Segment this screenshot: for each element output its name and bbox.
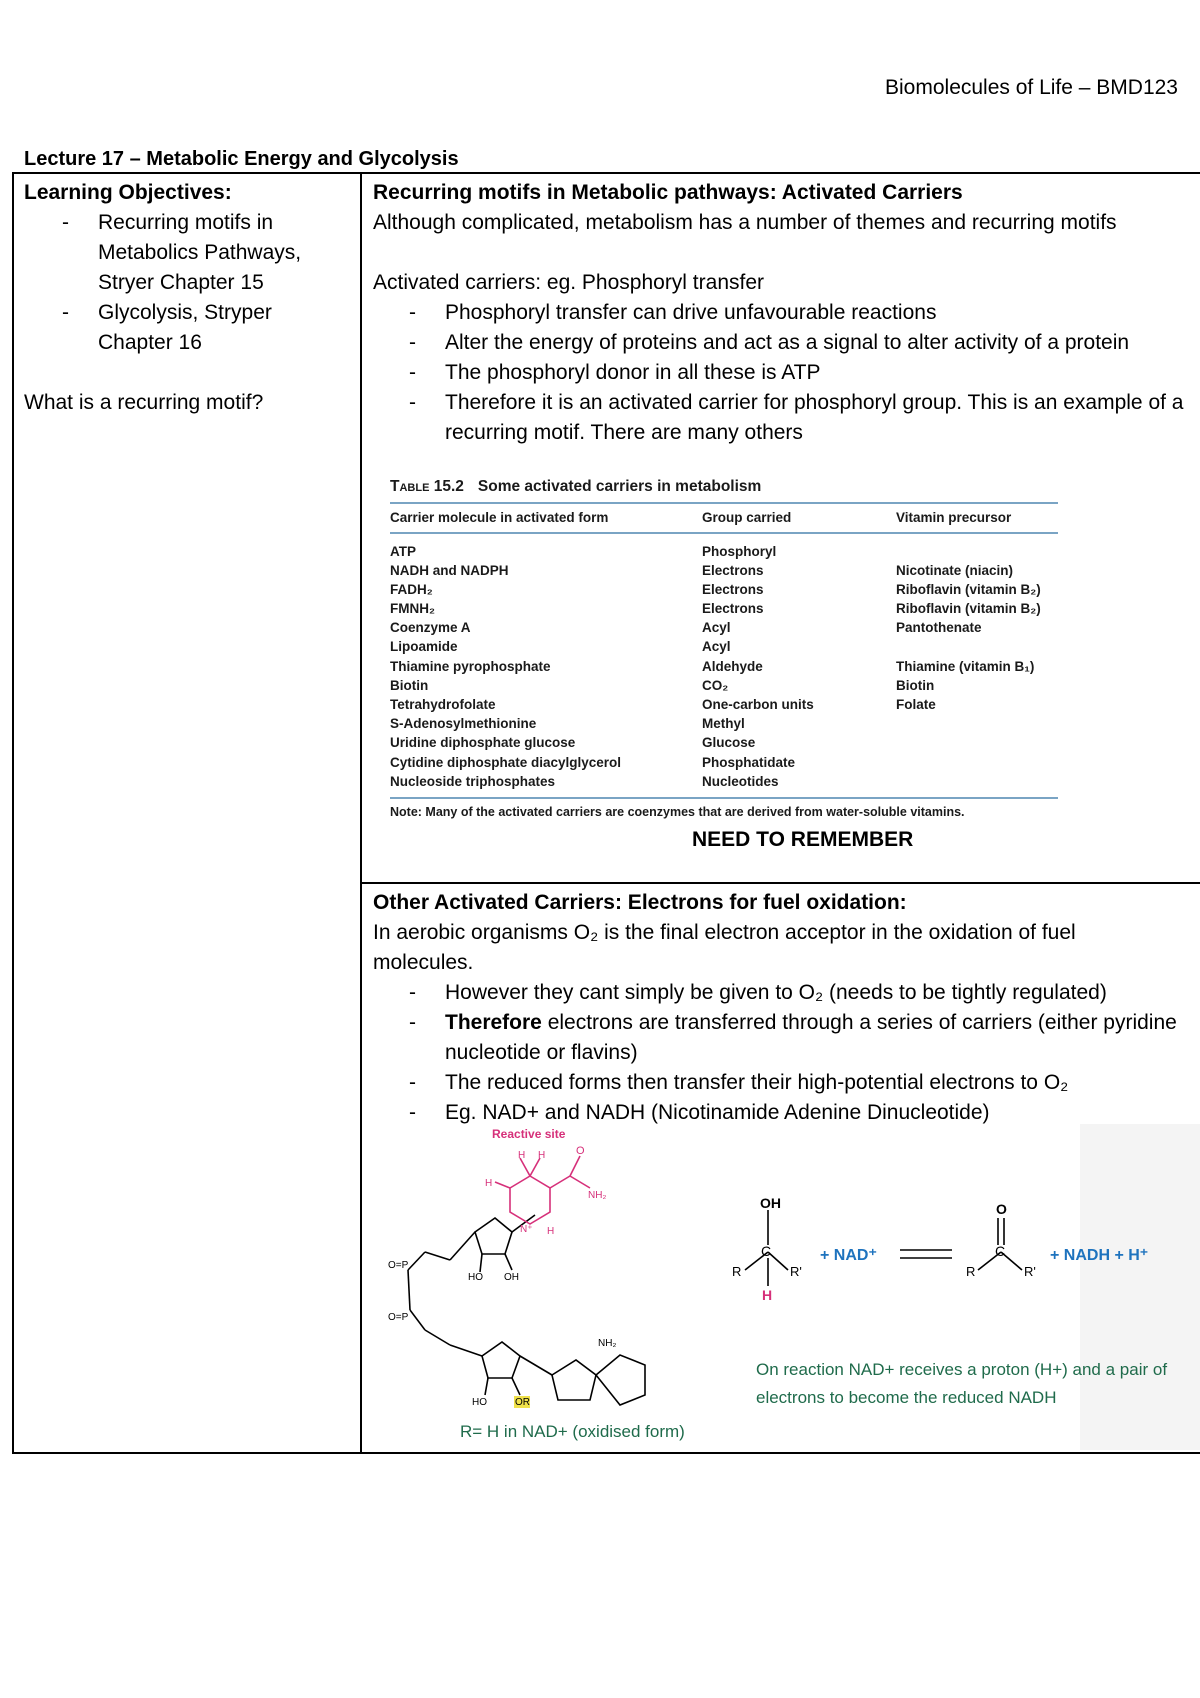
table-cell: Phosphoryl	[702, 543, 777, 559]
bullet-item: - However they cant simply be given to O₂ (needs to be tightly regulated)	[373, 978, 1193, 1008]
table-header-cell: Carrier molecule in activated form	[390, 510, 609, 525]
bullet-item: - The phosphoryl donor in all these is ATP	[373, 358, 1193, 388]
table-cell: Methyl	[702, 716, 745, 732]
section2-intro: In aerobic organisms O₂ is the final electron acceptor in the oxidation of fuel molecules.	[373, 921, 1076, 974]
table-cell: Uridine diphosphate glucose	[390, 735, 576, 751]
ribose-ring-bottom	[482, 1342, 520, 1378]
activated-carriers-table	[390, 478, 1058, 819]
row-divider	[360, 882, 1200, 884]
table-cell: Cytidine diphosphate diacylglycerol	[390, 754, 622, 770]
table-cell: Riboflavin (vitamin B₂)	[896, 581, 1041, 597]
h-label: H	[538, 1150, 546, 1161]
reactive-site-ring	[495, 1156, 590, 1224]
table-cell	[896, 753, 1058, 772]
table-cell	[896, 714, 1058, 733]
table-cell: Biotin	[896, 677, 935, 693]
table-cell: Lipoamide	[390, 639, 458, 655]
oh-label: OH	[760, 1195, 781, 1211]
oh-label: OH	[504, 1272, 519, 1283]
table-cell: Acyl	[702, 620, 731, 636]
reactive-site-label: Reactive site	[492, 1127, 566, 1141]
h-label: H	[518, 1150, 526, 1161]
table-cell: Electrons	[702, 581, 764, 597]
table-cell	[896, 542, 1058, 561]
objective-item: - Glycolysis, Stryper Chapter 16	[24, 298, 344, 358]
table-cell: FADH₂	[390, 581, 433, 597]
table-row	[390, 599, 1058, 618]
adenine-ring	[552, 1360, 596, 1400]
n-plus-label: N⁺	[520, 1224, 533, 1235]
electron-carriers-section	[373, 888, 1193, 1128]
section1-heading: Recurring motifs in Metabolic pathways: Activated Carriers	[373, 181, 963, 204]
oxygen-label: O	[576, 1145, 585, 1157]
nad-structure-diagram	[380, 1127, 700, 1430]
objectives-heading: Learning Objectives:	[24, 181, 232, 204]
bullet-bold: Therefore	[445, 1011, 542, 1034]
table-row	[390, 542, 1058, 561]
plus-nad-label: + NAD⁺	[820, 1247, 877, 1264]
table-cell: Tetrahydrofolate	[390, 697, 496, 712]
section2-bullets	[373, 978, 1193, 1128]
table-row	[390, 657, 1058, 676]
phosphate-label: O=P	[388, 1260, 409, 1271]
table-header-row	[390, 504, 1058, 532]
r-label: R	[732, 1264, 742, 1279]
table-caption-text: Some activated carriers in metabolism	[477, 478, 762, 495]
need-to-remember: NEED TO REMEMBER	[692, 828, 914, 851]
table-cell: S-Adenosylmethionine	[390, 716, 537, 732]
bullet-item: - Phosphoryl transfer can drive unfavourable reactions	[373, 298, 1193, 328]
table-cell: One-carbon units	[702, 697, 814, 712]
table-cell: Thiamine pyrophosphate	[390, 658, 551, 674]
lecture-title: Lecture 17 – Metabolic Energy and Glycolysis	[24, 148, 459, 170]
phosphate-label: O=P	[388, 1312, 409, 1323]
table-cell: CO₂	[702, 677, 729, 693]
table-cell: Nucleoside triphosphates	[390, 773, 556, 789]
table-row	[390, 580, 1058, 599]
section1-intro: Although complicated, metabolism has a number of themes and recurring motifs	[373, 211, 1117, 234]
activated-carriers-section	[373, 178, 1193, 448]
table-cell: Biotin	[390, 677, 429, 693]
bullet-item: - Eg. NAD+ and NADH (Nicotinamide Adenine Dinucleotide)	[373, 1098, 1193, 1128]
carbon-label: C	[995, 1243, 1006, 1259]
nh2-label: NH₂	[588, 1190, 607, 1201]
table-cell: Folate	[896, 697, 936, 712]
section2-heading: Other Activated Carriers: Electrons for fuel oxidation:	[373, 891, 907, 914]
table-cell: NADH and NADPH	[390, 562, 509, 578]
nadh-label: + NADH + H⁺	[1050, 1247, 1149, 1264]
or-label: OR	[515, 1397, 530, 1408]
table-row	[390, 618, 1058, 637]
reaction-note-line: On reaction NAD+ receives a proton (H+) and a pair of	[756, 1360, 1168, 1379]
table-rule-bottom	[390, 797, 1058, 799]
table-note: Note: Many of the activated carriers are coenzymes that are derived from water-soluble vitamins.	[390, 804, 965, 819]
table-cell: Electrons	[702, 562, 764, 578]
objective-item: - Recurring motifs in Metabolics Pathways, Stryer Chapter 15	[24, 208, 344, 298]
table-cell	[896, 772, 1058, 791]
table-cell	[896, 733, 1058, 752]
objectives-list	[24, 208, 344, 358]
carbon-label: C	[761, 1243, 772, 1259]
nad-reaction-diagram	[720, 1195, 1190, 1320]
table-body	[390, 534, 1058, 797]
reaction-note-line: electrons to become the reduced NADH	[756, 1388, 1057, 1407]
recurring-motif-question: What is a recurring motif?	[24, 391, 264, 414]
h-label: H	[762, 1287, 773, 1303]
r-prime-label: R'	[790, 1264, 802, 1279]
table-row	[390, 714, 1058, 733]
table-cell: Riboflavin (vitamin B₂)	[896, 601, 1041, 617]
table-row	[390, 733, 1058, 752]
oxygen-label: O	[996, 1201, 1007, 1217]
bullet-text-line2: nucleotide or flavins)	[445, 1041, 638, 1064]
h-label: H	[485, 1178, 493, 1189]
table-row	[390, 753, 1058, 772]
bullet-item	[373, 1008, 1193, 1068]
section1-example: Activated carriers: eg. Phosphoryl transfer	[373, 271, 765, 294]
table-cell: FMNH₂	[390, 601, 435, 617]
adenine-ring-2	[596, 1355, 645, 1405]
table-row	[390, 695, 1058, 714]
table-cell	[896, 637, 1058, 656]
table-cell: Phosphatidate	[702, 754, 796, 770]
table-cell: Acyl	[702, 639, 731, 655]
bullet-item: - Alter the energy of proteins and act as a signal to alter activity of a protein	[373, 328, 1193, 358]
table-header-cell: Group carried	[702, 510, 792, 525]
section1-bullets	[373, 298, 1193, 448]
table-cell: Pantothenate	[896, 620, 982, 636]
r-prime-label: R'	[1024, 1264, 1036, 1279]
table-row	[390, 772, 1058, 791]
r-form-caption: R= H in NAD+ (oxidised form)	[460, 1422, 685, 1441]
ho-label: HO	[468, 1272, 483, 1283]
adenine-nh2-label: NH₂	[598, 1338, 617, 1349]
bullet-item: - Therefore it is an activated carrier for phosphoryl group. This is an example of a recurring motif. There are many others	[373, 388, 1193, 448]
table-caption	[390, 478, 1058, 496]
ribose-ring-top	[475, 1218, 512, 1254]
column-divider	[360, 172, 362, 1454]
r-label: R	[966, 1264, 976, 1279]
bullet-text: electrons are transferred through a series of carriers (either pyridine	[541, 1011, 1177, 1034]
table-cell: Glucose	[702, 735, 756, 751]
reaction-note	[756, 1356, 1167, 1412]
table-row	[390, 561, 1058, 580]
table-cell: ATP	[390, 543, 416, 559]
table-cell: Aldehyde	[702, 658, 763, 674]
table-row	[390, 637, 1058, 656]
h-label: H	[547, 1226, 555, 1237]
table-cell: Nicotinate (niacin)	[896, 562, 1014, 578]
bullet-item: - The reduced forms then transfer their high-potential electrons to O₂	[373, 1068, 1193, 1098]
course-title: Biomolecules of Life – BMD123	[885, 76, 1178, 99]
ho-label: HO	[472, 1397, 487, 1408]
table-label: Table 15.2	[390, 478, 464, 495]
objectives-column	[24, 178, 344, 418]
table-cell: Thiamine (vitamin B₁)	[896, 658, 1035, 674]
table-cell: Electrons	[702, 601, 764, 617]
table-cell: Coenzyme A	[390, 620, 471, 636]
table-header-cell: Vitamin precursor	[896, 510, 1012, 525]
table-row	[390, 676, 1058, 695]
table-cell: Nucleotides	[702, 773, 779, 789]
